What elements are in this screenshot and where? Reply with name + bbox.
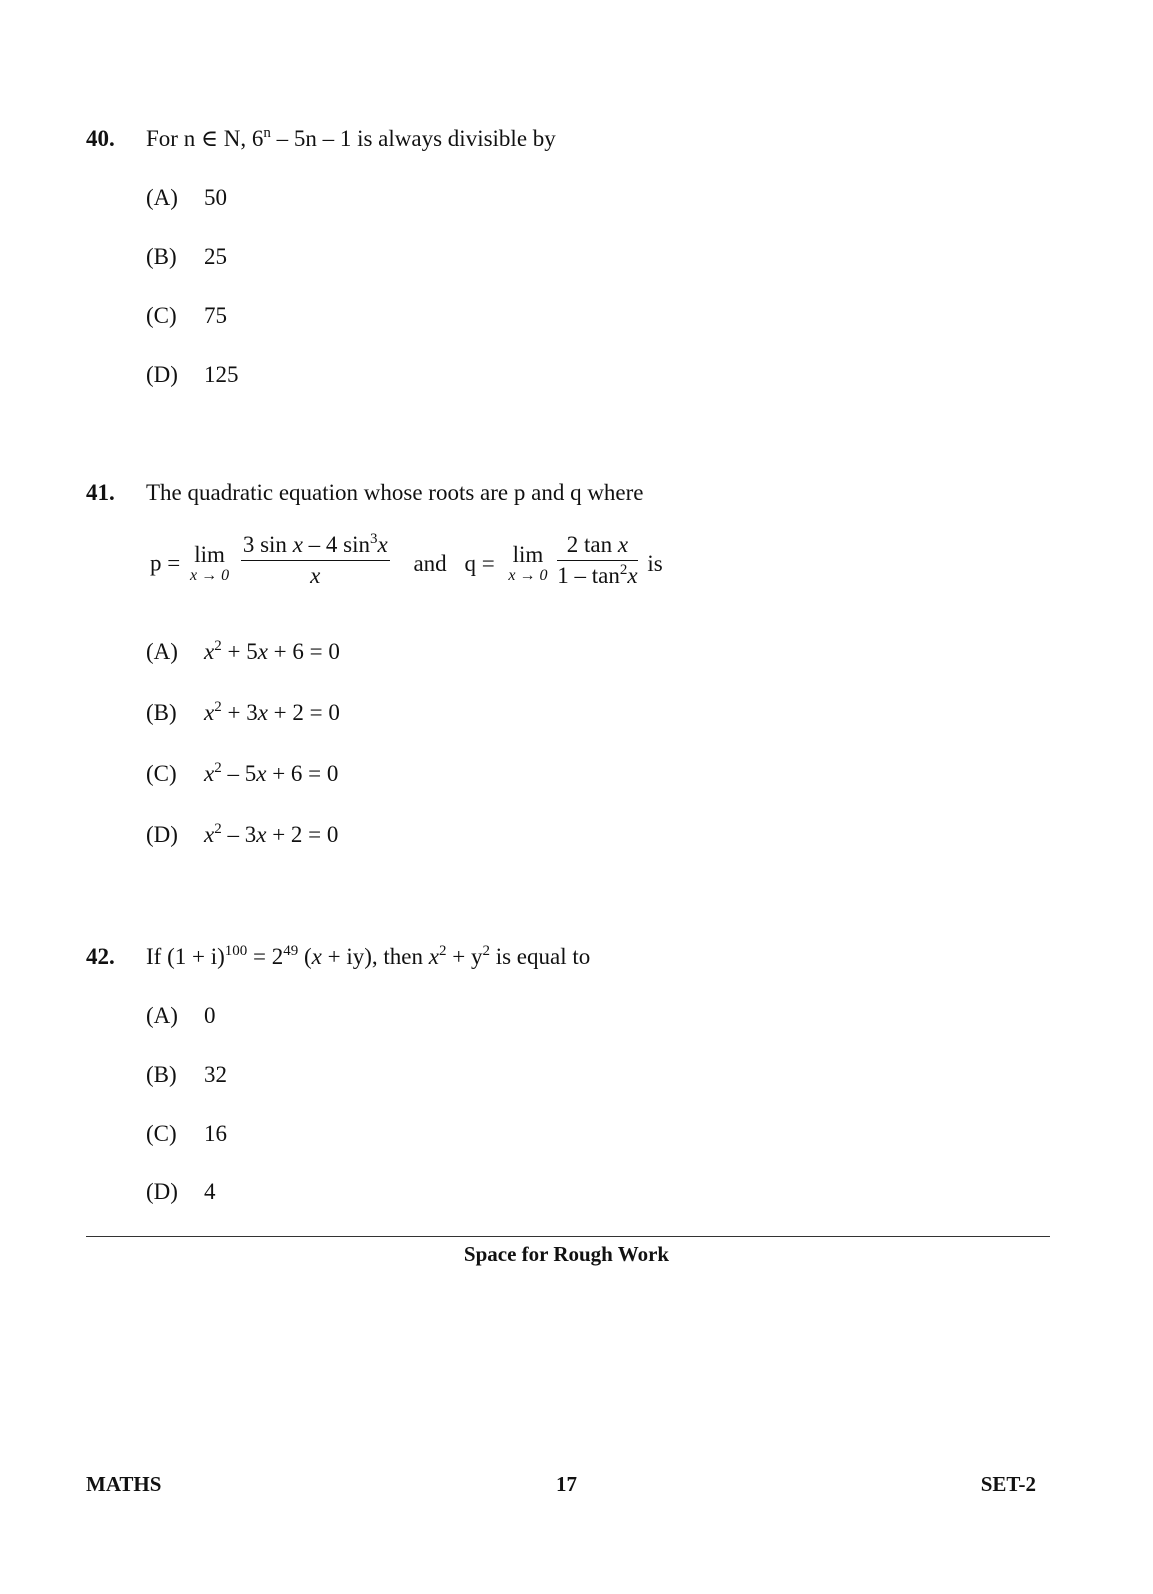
option-var: x bbox=[204, 639, 215, 664]
num-part: – 4 sin bbox=[302, 532, 370, 557]
option-text: 32 bbox=[204, 1062, 227, 1087]
option-label: (B) bbox=[146, 700, 177, 725]
q42-option-a[interactable] bbox=[146, 1003, 216, 1029]
option-exponent: 2 bbox=[214, 821, 222, 837]
option-var: x bbox=[204, 822, 215, 847]
q40-option-a[interactable] bbox=[146, 185, 227, 211]
q41-option-c[interactable] bbox=[146, 761, 338, 787]
q42-text-part: If (1 + i) bbox=[146, 944, 225, 969]
is-word: is bbox=[647, 550, 663, 576]
option-text: 4 bbox=[204, 1179, 216, 1204]
p-numerator bbox=[241, 532, 390, 561]
num-part: 2 tan bbox=[566, 532, 618, 557]
q-fraction bbox=[557, 532, 637, 589]
p-label: p = bbox=[150, 550, 181, 576]
question-40-text bbox=[146, 126, 556, 152]
den-var: x bbox=[627, 563, 638, 588]
q41-option-a[interactable] bbox=[146, 639, 340, 665]
num-part: 3 sin bbox=[242, 532, 293, 557]
option-var: x bbox=[257, 639, 268, 664]
option-text: + 2 = 0 bbox=[267, 700, 340, 725]
option-text: 75 bbox=[204, 303, 227, 328]
option-text: 0 bbox=[204, 1003, 216, 1028]
lim-subscript: x → 0 bbox=[189, 566, 230, 584]
lim-subscript: x → 0 bbox=[508, 566, 548, 584]
option-label: (A) bbox=[146, 185, 178, 210]
q42-var: x bbox=[311, 944, 322, 969]
footer-set: SET-2 bbox=[980, 1472, 1036, 1496]
rough-work-divider bbox=[86, 1236, 1050, 1237]
q42-exponent: 49 bbox=[283, 943, 299, 959]
q40-text-part: For n ∈ N, 6 bbox=[146, 126, 264, 151]
q42-exponent: 2 bbox=[438, 943, 447, 959]
option-label: (D) bbox=[146, 1179, 178, 1204]
option-var: x bbox=[256, 761, 267, 786]
num-exponent: 3 bbox=[370, 531, 378, 547]
option-var: x bbox=[256, 822, 267, 847]
option-text: + 6 = 0 bbox=[266, 761, 339, 786]
q-limit bbox=[508, 543, 547, 585]
option-label: (D) bbox=[146, 362, 178, 387]
q40-option-d[interactable] bbox=[146, 362, 239, 388]
option-exponent: 2 bbox=[214, 760, 222, 776]
question-40-number: 40. bbox=[86, 126, 115, 151]
q42-text-part: is equal to bbox=[489, 944, 591, 969]
q42-var: x bbox=[428, 944, 439, 969]
den-part: 1 – tan bbox=[557, 563, 620, 588]
q40-option-c[interactable] bbox=[146, 303, 227, 329]
option-label: (A) bbox=[146, 1003, 178, 1028]
option-text: 50 bbox=[204, 185, 227, 210]
option-text: + 3 bbox=[221, 700, 258, 725]
option-label: (D) bbox=[146, 822, 178, 847]
num-var: x bbox=[377, 532, 388, 557]
q42-option-b[interactable] bbox=[146, 1062, 227, 1088]
option-var: x bbox=[204, 700, 215, 725]
option-label: (C) bbox=[146, 303, 177, 328]
option-label: (C) bbox=[146, 1121, 177, 1146]
p-limit bbox=[190, 543, 229, 585]
question-41-text: The quadratic equation whose roots are p and q where bbox=[146, 480, 644, 505]
num-var: x bbox=[617, 532, 629, 557]
q-numerator bbox=[557, 532, 637, 561]
p-denominator: x bbox=[310, 563, 321, 588]
option-label: (B) bbox=[146, 1062, 177, 1087]
q-label: q = bbox=[464, 550, 495, 576]
footer-subject: MATHS bbox=[86, 1472, 162, 1496]
lim-word: lim bbox=[194, 541, 225, 567]
p-fraction bbox=[241, 532, 390, 589]
option-text: 25 bbox=[204, 244, 227, 269]
option-var: x bbox=[257, 700, 268, 725]
option-label: (C) bbox=[146, 761, 177, 786]
option-text: + 5 bbox=[221, 639, 258, 664]
option-text: + 6 = 0 bbox=[267, 639, 340, 664]
option-text: 125 bbox=[204, 362, 239, 387]
q42-text-part: + y bbox=[446, 944, 483, 969]
q42-option-d[interactable] bbox=[146, 1179, 216, 1205]
option-label: (A) bbox=[146, 639, 178, 664]
and-word: and bbox=[413, 550, 447, 576]
question-42-number: 42. bbox=[86, 944, 115, 969]
rough-work-heading: Space for Rough Work bbox=[463, 1242, 670, 1266]
option-exponent: 2 bbox=[214, 699, 222, 715]
q41-option-b[interactable] bbox=[146, 700, 340, 726]
q40-exponent: n bbox=[263, 125, 271, 141]
question-42-text bbox=[146, 944, 590, 970]
option-text: – 3 bbox=[221, 822, 257, 847]
q41-option-d[interactable] bbox=[146, 822, 338, 848]
q42-exponent: 2 bbox=[482, 943, 490, 959]
option-var: x bbox=[204, 761, 215, 786]
q42-text-part: ( bbox=[298, 944, 312, 969]
q-denominator bbox=[557, 561, 637, 589]
option-exponent: 2 bbox=[214, 638, 222, 654]
den-exponent: 2 bbox=[619, 562, 628, 578]
option-label: (B) bbox=[146, 244, 177, 269]
q42-text-part: + iy), then bbox=[321, 944, 429, 969]
option-text: – 5 bbox=[221, 761, 257, 786]
option-text: 16 bbox=[204, 1121, 227, 1146]
footer-page-number: 17 bbox=[556, 1472, 577, 1496]
num-var: x bbox=[292, 532, 303, 557]
q40-option-b[interactable] bbox=[146, 244, 227, 270]
q42-exponent: 100 bbox=[224, 943, 248, 959]
q40-text-part: – 5n – 1 is always divisible by bbox=[270, 126, 556, 151]
question-41-number: 41. bbox=[86, 480, 115, 505]
q41-formula bbox=[150, 531, 663, 589]
q42-text-part: = 2 bbox=[247, 944, 284, 969]
q42-option-c[interactable] bbox=[146, 1121, 227, 1147]
option-text: + 2 = 0 bbox=[266, 822, 339, 847]
lim-word: lim bbox=[512, 541, 544, 567]
